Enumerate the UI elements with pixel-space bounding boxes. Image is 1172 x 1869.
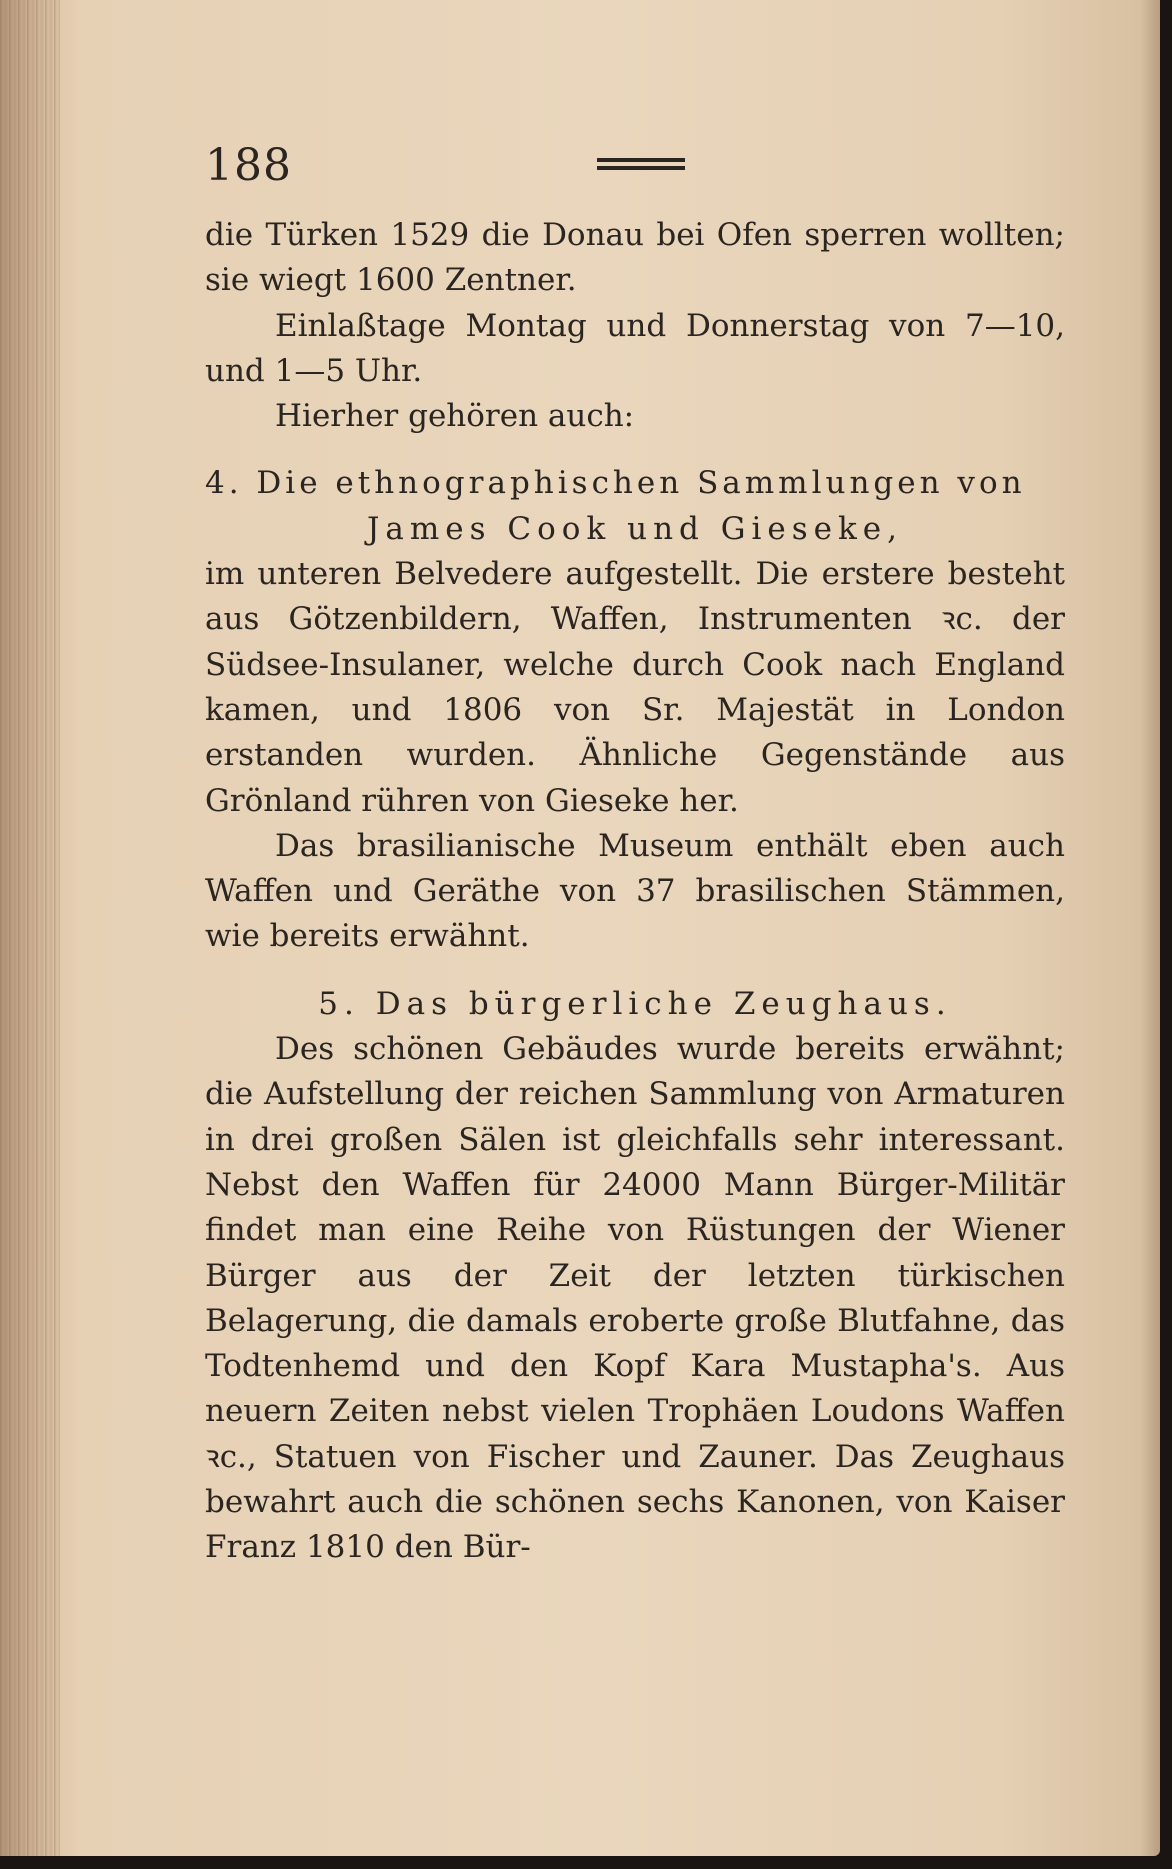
page-gutter — [0, 0, 60, 1856]
section-heading-4-subtitle: James Cook und Gieseke, — [367, 510, 903, 547]
header-double-rule — [597, 158, 685, 170]
page-number: 188 — [205, 140, 292, 191]
body-text — [205, 213, 1065, 1571]
page-header — [205, 140, 1065, 190]
section-heading-4: 4. Die ethnographischen Sammlungen von — [205, 465, 1026, 502]
paragraph-turkish-siege: die Türken 1529 die Donau bei Ofen sperren wollten; sie wiegt 1600 Zentner. — [205, 217, 1065, 299]
section-heading-5: 5. Das bürgerliche Zeughaus. — [318, 985, 952, 1022]
paragraph-brazilian-museum: Das brasilianische Museum enthält eben auch Waffen und Geräthe von 37 brasilischen Stämmen, wie bereits erwähnt. — [205, 827, 1065, 955]
paragraph-ethnographic-collections: im unteren Belvedere aufgestellt. Die erstere besteht aus Götzenbildern, Waffen, Instrumenten ꝛc. der Südsee-Insulaner, welche durch Cook nach England kamen, und 1806 von Sr. Majestät in London erstanden wurden. Ähnliche Gegenstände aus Grönland rühren von Gieseke her. — [205, 556, 1065, 819]
paragraph-opening-days: Einlaßtage Montag und Donnerstag von 7—10, und 1—5 Uhr. — [205, 307, 1065, 389]
paragraph-also-included: Hierher gehören auch: — [275, 398, 635, 435]
paragraph-arsenal: Des schönen Gebäudes wurde bereits erwähnt; die Aufstellung der reichen Sammlung von Armaturen in drei großen Sälen ist gleichfalls sehr interessant. Nebst den Waffen für 24000 Mann Bürger-Militär findet man eine Reihe von Rüstungen der Wiener Bürger aus der Zeit der letzten türkischen Belagerung, die damals eroberte große Blutfahne, das Todtenhemd und den Kopf Kara Mustapha's. Aus neuern Zeiten nebst vielen Trophäen Loudons Waffen ꝛc., Statuen von Fischer und Zauner. Das Zeughaus bewahrt auch die schönen sechs Kanonen, von Kaiser Franz 1810 den Bür- — [205, 1031, 1065, 1566]
